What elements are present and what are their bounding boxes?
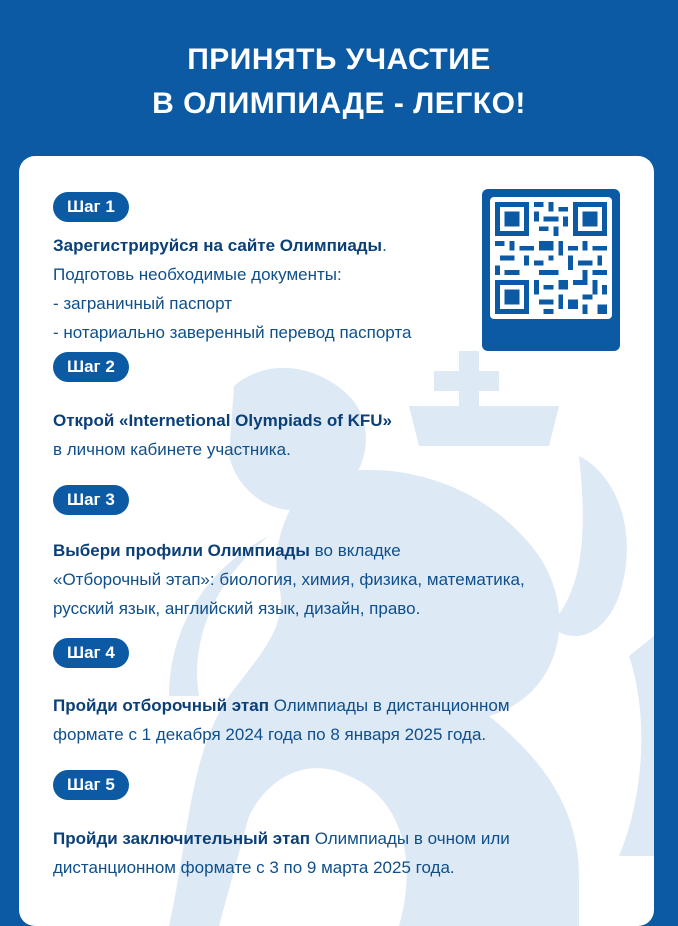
step-5-text	[53, 824, 510, 882]
qr-code-frame[interactable]	[482, 189, 620, 351]
step-3-line-1: «Отборочный этап»: биология, химия, физика, математика,	[53, 570, 525, 589]
step-2-badge: Шаг 2	[53, 352, 129, 382]
step-4-rest: Олимпиады в дистанционном	[268, 696, 510, 715]
step-1-bold: Зарегистрируйся на сайте Олимпиады	[53, 236, 383, 255]
step-3-bold: Выбери профили Олимпиады	[53, 541, 310, 560]
step-1-text	[53, 231, 411, 347]
qr-code-icon	[490, 197, 612, 319]
step-3-badge: Шаг 3	[53, 485, 129, 515]
title-line-1: ПРИНЯТЬ УЧАСТИЕ	[187, 43, 491, 76]
step-1-line-3: - нотариально заверенный перевод паспорта	[53, 323, 412, 342]
step-1-badge: Шаг 1	[53, 192, 129, 222]
step-5-badge: Шаг 5	[53, 770, 129, 800]
step-1-rest: .	[382, 236, 387, 255]
step-2-bold: Открой «Internetional Olympiads of KFU»	[53, 411, 392, 430]
step-2-line-1: в личном кабинете участника.	[53, 440, 291, 459]
step-5-rest: Олимпиады в очном или	[310, 829, 510, 848]
step-3-line-2: русский язык, английский язык, дизайн, право.	[53, 599, 421, 618]
step-4-text	[53, 691, 510, 749]
title-line-2: В ОЛИМПИАДЕ - ЛЕГКО!	[152, 87, 526, 120]
step-4-badge: Шаг 4	[53, 638, 129, 668]
step-1-line-1: Подготовь необходимые документы:	[53, 265, 342, 284]
step-3-text	[53, 536, 525, 623]
step-1-line-2: - заграничный паспорт	[53, 294, 232, 313]
step-4-line-1: формате с 1 декабря 2024 года по 8 января 2025 года.	[53, 725, 487, 744]
page-title	[0, 38, 678, 126]
step-3-rest: во вкладке	[309, 541, 401, 560]
steps-card	[19, 156, 654, 926]
step-5-line-1: дистанционном формате с 3 по 9 марта 2025 года.	[53, 858, 455, 877]
step-5-bold: Пройди заключительный этап	[53, 829, 310, 848]
step-4-bold: Пройди отборочный этап	[53, 696, 269, 715]
step-2-text	[53, 406, 392, 464]
